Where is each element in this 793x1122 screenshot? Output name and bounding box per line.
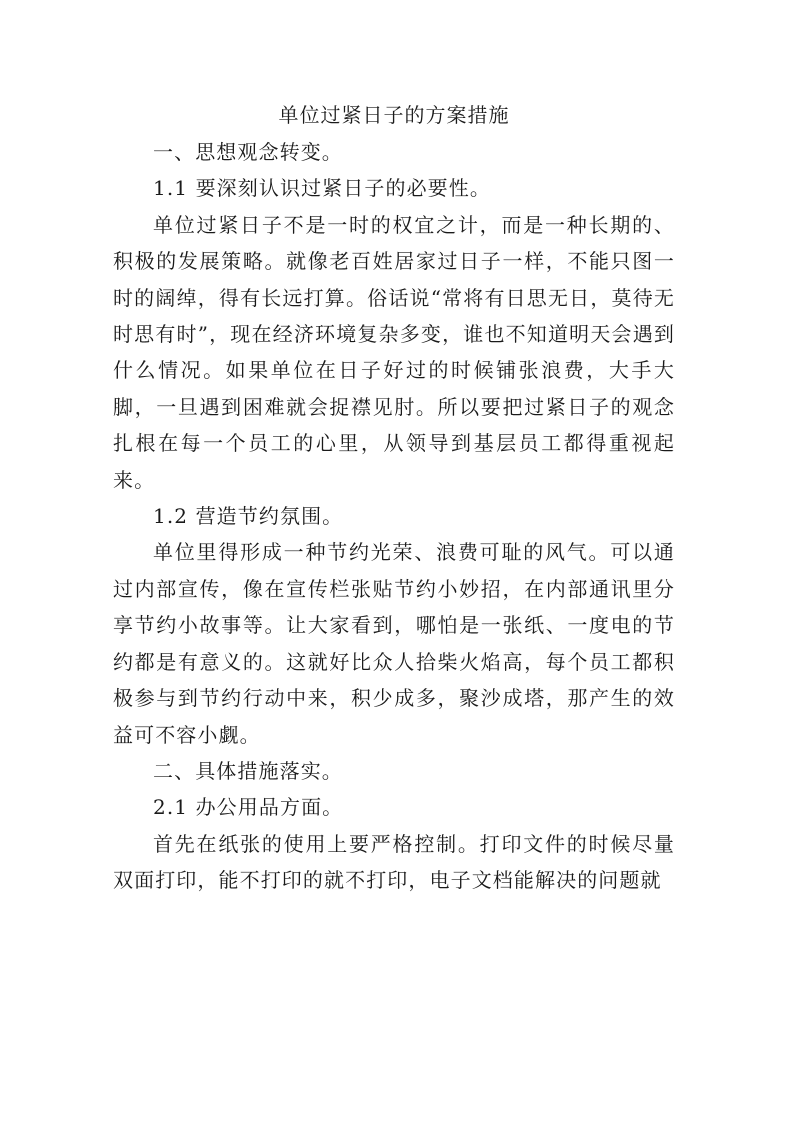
subsection-heading-1-2: 1.2 营造节约氛围。 <box>153 504 344 529</box>
paragraph-1-2: 单位里得形成一种节约光荣、浪费可耻的风气。可以通过内部宣传，像在宣传栏张贴节约小妙招，在内部通讯里分享节约小故事等。让大家看到，哪怕是一张纸、一度电的节约都是有意义的。这就好比众人拾柴火焰高，每个员工都积极参与到节约行动中来，积少成多，聚沙成塔，那产生的效益可不容小觑。 <box>113 540 675 747</box>
paragraph-2-1: 首先在纸张的使用上要严格控制。打印文件的时候尽量双面打印，能不打印的就不打印，电子文档能解决的问题就 <box>113 831 675 893</box>
subsection-heading-1-1: 1.1 要深刻认识过紧日子的必要性。 <box>153 176 491 201</box>
paragraph-1-1: 单位过紧日子不是一时的权宜之计，而是一种长期的、积极的发展策略。就像老百姓居家过日子一样，不能只图一时的阔绰，得有长远打算。俗话说“常将有日思无日，莫待无时思有时”，现在经济环境复杂多变，谁也不知道明天会遇到什么情况。如果单位在日子好过的时候铺张浪费，大手大脚，一旦遇到困难就会捉襟见肘。所以要把过紧日子的观念扎根在每一个员工的心里，从领导到基层员工都得重视起来。 <box>113 212 675 492</box>
subsection-heading-2-1: 2.1 办公用品方面。 <box>153 795 344 820</box>
document-body <box>113 96 675 899</box>
section-heading-2: 二、具体措施落实。 <box>153 758 343 783</box>
document-title: 单位过紧日子的方案措施 <box>278 103 510 127</box>
section-heading-1: 一、思想观念转变。 <box>153 140 343 164</box>
